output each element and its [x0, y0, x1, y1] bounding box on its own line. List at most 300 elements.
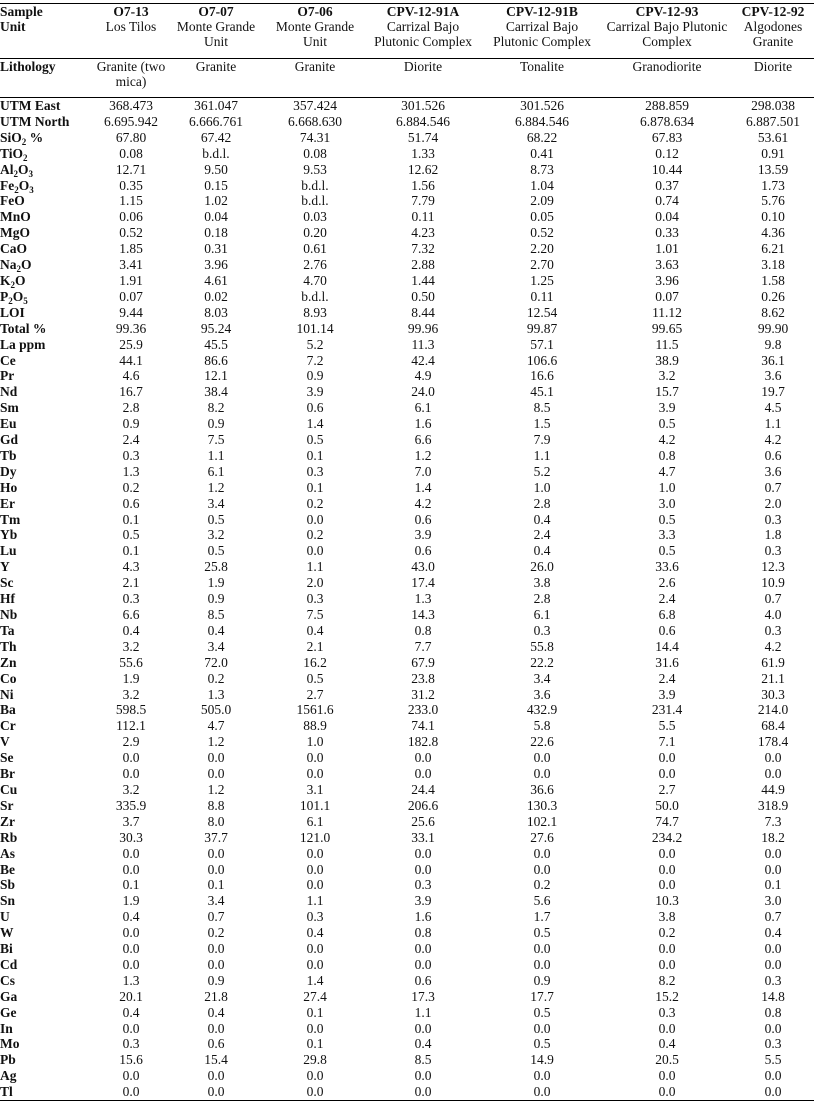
table-cell: 0.2 — [207, 925, 225, 941]
label-text: Be — [0, 861, 15, 877]
table-cell: 0.8 — [764, 1004, 782, 1020]
label-text: Ho — [0, 479, 18, 495]
table-cell: 0.06 — [119, 209, 143, 225]
table-cell: 0.3 — [658, 1004, 676, 1020]
row-label — [0, 1052, 96, 1068]
table-cell: 1.2 — [414, 447, 432, 463]
row-label — [0, 496, 96, 512]
row-label — [0, 607, 96, 623]
table-cell: 8.5 — [414, 1052, 432, 1068]
table-cell: 6.884.546 — [396, 113, 450, 129]
table-row — [0, 193, 814, 209]
table-cell: 7.5 — [306, 607, 324, 622]
table-cell: 33.6 — [655, 559, 679, 575]
table-cell: 14.3 — [411, 607, 435, 622]
sample-header-5 — [482, 4, 602, 59]
table-cell: 44.9 — [761, 781, 785, 797]
table-cell: 1.2 — [207, 781, 225, 797]
label-text: Cd — [0, 956, 18, 972]
label-text: Sm — [0, 400, 19, 416]
label-subscript: 2 — [21, 136, 27, 147]
table-row — [0, 178, 814, 194]
table-cell: 3.4 — [207, 495, 225, 511]
table-cell: 130.3 — [526, 797, 558, 813]
table-cell: 0.0 — [658, 941, 676, 957]
table-cell: 0.37 — [655, 177, 679, 193]
table-cell: 67.9 — [411, 654, 435, 670]
table-cell: 4.2 — [764, 638, 782, 654]
table-row — [0, 846, 814, 862]
table-cell: 3.6 — [764, 463, 782, 479]
label-text: Nd — [0, 384, 18, 400]
label-text: FeO — [0, 193, 25, 209]
label-text: Sr — [0, 797, 14, 813]
table-cell: 99.90 — [757, 320, 789, 336]
table-cell: 7.1 — [658, 734, 676, 750]
label-text: Bi — [0, 941, 13, 957]
table-cell: 0.5 — [533, 925, 551, 941]
table-cell: 0.2 — [207, 670, 225, 686]
table-cell: 361.047 — [166, 98, 266, 114]
table-cell: 2.1 — [122, 575, 140, 591]
row-label — [0, 1036, 96, 1052]
table-row — [0, 1084, 814, 1100]
table-cell: 38.4 — [204, 384, 228, 400]
table-cell: 51.74 — [407, 129, 439, 145]
table-cell: 0.7 — [207, 909, 225, 925]
table-cell: 67.80 — [115, 129, 147, 145]
table-cell: 7.2 — [306, 352, 324, 368]
table-cell: 0.3 — [764, 511, 782, 527]
table-cell: 1.5 — [533, 416, 551, 432]
table-cell: 0.0 — [764, 861, 782, 877]
table-row — [0, 289, 814, 305]
table-cell: 0.0 — [482, 1084, 602, 1100]
table-cell: 0.1 — [122, 877, 140, 893]
sample-unit: Algodones Granite — [743, 19, 803, 49]
table-cell: 4.70 — [303, 272, 327, 288]
label-text: Y — [0, 559, 10, 575]
table-cell: 0.0 — [122, 956, 140, 972]
label-text: Th — [0, 638, 17, 654]
table-cell: 0.20 — [303, 225, 327, 241]
table-cell: 318.9 — [757, 797, 789, 813]
table-cell: 9.44 — [119, 304, 143, 320]
table-cell: 0.0 — [306, 941, 324, 957]
table-cell: 3.9 — [658, 686, 676, 702]
table-cell: 2.4 — [533, 527, 551, 543]
label-text: Gd — [0, 432, 19, 448]
row-label — [0, 877, 96, 893]
table-cell: 0.0 — [207, 750, 225, 766]
table-cell: 4.6 — [122, 368, 140, 384]
table-cell: 8.73 — [530, 161, 554, 177]
row-label — [0, 527, 96, 543]
table-cell: 0.0 — [207, 845, 225, 861]
table-cell: 0.4 — [306, 622, 324, 638]
table-row — [0, 353, 814, 369]
table-cell: 1.3 — [122, 463, 140, 479]
table-row — [0, 925, 814, 941]
row-label — [0, 909, 96, 925]
table-row — [0, 655, 814, 671]
table-cell: 27.4 — [303, 988, 327, 1004]
table-cell: 9.8 — [764, 336, 782, 352]
table-cell: 0.0 — [122, 941, 140, 957]
table-cell: 0.6 — [122, 495, 140, 511]
row-label — [0, 321, 96, 337]
table-cell: 0.0 — [207, 1020, 225, 1036]
table-cell: 2.20 — [530, 241, 554, 257]
table-cell: 0.4 — [306, 925, 324, 941]
table-cell: 13.59 — [757, 161, 789, 177]
table-cell: 57.1 — [530, 336, 554, 352]
label-text: Ni — [0, 686, 14, 702]
table-cell: 0.07 — [119, 288, 143, 304]
table-cell: 30.3 — [119, 829, 143, 845]
label-text: Hf — [0, 591, 15, 607]
row-label — [0, 766, 96, 782]
table-cell: 3.4 — [207, 893, 225, 909]
label-text: O — [12, 288, 24, 304]
row-label — [0, 957, 96, 973]
table-cell: 26.0 — [530, 559, 554, 575]
table-cell: 6.1 — [207, 463, 225, 479]
sample-lithology: Diorite — [364, 59, 482, 98]
table-row — [0, 687, 814, 703]
table-cell: 301.526 — [364, 98, 482, 114]
label-text: Cs — [0, 972, 16, 988]
table-cell: 2.0 — [306, 575, 324, 591]
table-cell: 1.6 — [414, 909, 432, 925]
table-cell: 0.5 — [122, 527, 140, 543]
table-cell: 20.1 — [119, 988, 143, 1004]
row-label — [0, 559, 96, 575]
table-cell: 0.0 — [122, 861, 140, 877]
table-header — [0, 4, 814, 98]
table-cell: 0.0 — [658, 750, 676, 766]
table-cell: 0.0 — [533, 956, 551, 972]
row-label — [0, 368, 96, 384]
table-cell: 1.02 — [204, 193, 228, 209]
table-cell: 2.4 — [658, 591, 676, 607]
row-label — [0, 639, 96, 655]
sample-label: Sample — [0, 4, 43, 19]
label-text: Ge — [0, 1004, 17, 1020]
table-cell: 86.6 — [204, 352, 228, 368]
table-cell: 0.52 — [119, 225, 143, 241]
table-cell: 0.0 — [306, 750, 324, 766]
table-cell: 2.8 — [533, 495, 551, 511]
row-label — [0, 1005, 96, 1021]
table-cell: 0.0 — [414, 845, 432, 861]
table-cell: 7.0 — [414, 463, 432, 479]
label-text: Eu — [0, 416, 17, 432]
table-cell: 14.8 — [761, 988, 785, 1004]
label-text: Zr — [0, 813, 15, 829]
table-cell: 2.1 — [306, 638, 324, 654]
table-cell: 112.1 — [116, 718, 146, 734]
table-cell: 6.887.501 — [746, 113, 800, 129]
table-cell: 0.0 — [533, 941, 551, 957]
table-cell: 0.15 — [204, 177, 228, 193]
table-cell: 0.4 — [207, 1004, 225, 1020]
table-cell: 12.71 — [115, 161, 147, 177]
label-text: Ce — [0, 352, 16, 368]
table-row — [0, 146, 814, 162]
table-cell: 5.2 — [533, 463, 551, 479]
table-cell: 10.9 — [761, 575, 785, 591]
row-label — [0, 384, 96, 400]
table-cell: 6.1 — [533, 607, 551, 622]
table-cell: 0.1 — [306, 1036, 324, 1052]
table-cell: 8.93 — [303, 304, 327, 320]
table-cell: 8.44 — [411, 304, 435, 320]
sample-code: O7-07 — [198, 4, 234, 19]
table-cell: 0.3 — [122, 447, 140, 463]
table-cell: 12.62 — [407, 161, 439, 177]
table-cell: 288.859 — [602, 98, 732, 114]
table-cell: 0.0 — [306, 861, 324, 877]
sample-header-4 — [364, 4, 482, 59]
label-text: P — [0, 288, 9, 304]
table-cell: 357.424 — [266, 98, 364, 114]
table-cell: 6.21 — [761, 241, 785, 257]
row-label — [0, 687, 96, 703]
label-text: % — [26, 129, 44, 145]
table-cell: 1.3 — [207, 686, 225, 702]
table-cell: 2.8 — [533, 591, 551, 607]
sample-header-1 — [96, 4, 166, 59]
table-row — [0, 973, 814, 989]
table-cell: 8.2 — [658, 972, 676, 988]
table-cell: 0.31 — [204, 241, 228, 257]
row-label — [0, 671, 96, 687]
table-cell: 0.0 — [414, 1020, 432, 1036]
table-row — [0, 734, 814, 750]
row-label — [0, 989, 96, 1005]
table-cell: b.d.l. — [301, 288, 329, 304]
table-body — [0, 98, 814, 1101]
table-row — [0, 559, 814, 575]
table-cell: 2.8 — [122, 400, 140, 416]
table-cell: 0.0 — [122, 925, 140, 941]
table-cell: 101.14 — [296, 320, 334, 336]
table-cell: 0.6 — [764, 447, 782, 463]
table-row — [0, 162, 814, 178]
row-label — [0, 623, 96, 639]
row-label — [0, 591, 96, 607]
row-label — [0, 353, 96, 369]
table-row — [0, 957, 814, 973]
table-row — [0, 416, 814, 432]
label-subscript: 2 — [10, 279, 16, 290]
table-cell: 0.0 — [414, 1068, 432, 1084]
table-cell: 0.9 — [207, 972, 225, 988]
label-text: Zn — [0, 654, 17, 670]
table-cell: 6.1 — [414, 400, 432, 416]
table-cell: 0.9 — [207, 416, 225, 432]
table-cell: 3.2 — [658, 368, 676, 384]
table-cell: 4.0 — [764, 607, 782, 622]
table-cell: 3.63 — [655, 257, 679, 273]
table-row — [0, 575, 814, 591]
table-row — [0, 702, 814, 718]
table-cell: 1.04 — [530, 177, 554, 193]
label-text: Br — [0, 766, 15, 782]
table-cell: 0.04 — [655, 209, 679, 225]
table-cell: 0.2 — [122, 479, 140, 495]
label-text: Total % — [0, 320, 47, 336]
table-cell: 2.9 — [122, 734, 140, 750]
row-label — [0, 225, 96, 241]
table-cell: 8.8 — [207, 797, 225, 813]
table-cell: 1.44 — [411, 272, 435, 288]
label-text: Nb — [0, 607, 18, 622]
row-label — [0, 178, 96, 194]
table-cell: 3.9 — [414, 527, 432, 543]
label-text: Rb — [0, 829, 18, 845]
table-cell: 0.08 — [303, 145, 327, 161]
table-cell: b.d.l. — [301, 177, 329, 193]
table-cell: 3.4 — [533, 670, 551, 686]
table-cell: 50.0 — [655, 797, 679, 813]
table-cell: 8.2 — [207, 400, 225, 416]
label-text: K — [0, 272, 11, 288]
label-text: Tm — [0, 511, 21, 527]
table-cell: 72.0 — [204, 654, 228, 670]
table-cell: 0.1 — [306, 447, 324, 463]
table-cell: 1.1 — [414, 1004, 432, 1020]
row-label — [0, 862, 96, 878]
table-cell: 0.4 — [414, 1036, 432, 1052]
table-cell: 10.44 — [651, 161, 683, 177]
table-cell: 0.5 — [658, 543, 676, 559]
table-cell: 0.8 — [414, 925, 432, 941]
table-row — [0, 241, 814, 257]
sample-lithology: Diorite — [732, 59, 814, 98]
table-cell: 5.6 — [533, 893, 551, 909]
label-text: Mo — [0, 1036, 20, 1052]
table-cell: 1.25 — [530, 272, 554, 288]
row-label — [0, 702, 96, 718]
table-row — [0, 400, 814, 416]
table-cell: 31.6 — [655, 654, 679, 670]
table-cell: 5.76 — [761, 193, 785, 209]
table-cell: 0.3 — [533, 622, 551, 638]
table-cell: 0.0 — [207, 1068, 225, 1084]
table-cell: 15.7 — [655, 384, 679, 400]
table-row — [0, 1068, 814, 1084]
table-cell: 0.1 — [122, 543, 140, 559]
table-cell: 67.83 — [651, 129, 683, 145]
table-cell: 7.3 — [764, 813, 782, 829]
row-label — [0, 305, 96, 321]
table-row — [0, 496, 814, 512]
row-label — [0, 1021, 96, 1037]
table-cell: 36.6 — [530, 781, 554, 797]
table-cell: 0.33 — [655, 225, 679, 241]
table-row — [0, 639, 814, 655]
table-cell: 0.0 — [764, 941, 782, 957]
label-text: As — [0, 845, 16, 861]
table-cell: 0.0 — [306, 956, 324, 972]
table-cell: 99.36 — [115, 320, 147, 336]
table-cell: 0.5 — [533, 1036, 551, 1052]
label-text: Sc — [0, 575, 14, 591]
table-cell: 1.33 — [411, 145, 435, 161]
table-cell: 0.4 — [658, 1036, 676, 1052]
label-subscript: 2 — [16, 264, 21, 275]
table-cell: 0.3 — [122, 591, 140, 607]
table-cell: 4.61 — [204, 272, 228, 288]
row-label — [0, 209, 96, 225]
table-cell: 0.3 — [306, 909, 324, 925]
table-cell: 3.18 — [761, 257, 785, 273]
table-cell: 6.878.634 — [640, 113, 694, 129]
table-cell: 598.5 — [115, 702, 147, 718]
table-cell: 3.2 — [122, 781, 140, 797]
table-cell: 182.8 — [407, 734, 439, 750]
table-cell: 0.4 — [533, 511, 551, 527]
table-row — [0, 273, 814, 289]
table-cell: 0.5 — [306, 432, 324, 448]
table-cell: 99.96 — [407, 320, 439, 336]
table-cell: 6.6 — [122, 607, 140, 622]
row-label — [0, 543, 96, 559]
table-row — [0, 384, 814, 400]
table-cell: 4.9 — [414, 368, 432, 384]
table-cell: 0.0 — [122, 750, 140, 766]
row-label — [0, 400, 96, 416]
table-cell: 0.9 — [122, 416, 140, 432]
table-cell: 3.6 — [764, 368, 782, 384]
table-cell: 99.87 — [526, 320, 558, 336]
table-cell: 3.96 — [204, 257, 228, 273]
table-cell: 0.2 — [306, 495, 324, 511]
table-cell: 1.0 — [533, 479, 551, 495]
table-cell: 21.8 — [204, 988, 228, 1004]
table-cell: 2.4 — [658, 670, 676, 686]
table-row — [0, 448, 814, 464]
table-cell: 0.50 — [411, 288, 435, 304]
table-cell: 1.9 — [207, 575, 225, 591]
table-cell: 8.62 — [761, 304, 785, 320]
label-text: Fe — [0, 177, 15, 193]
table-cell: 0.0 — [533, 845, 551, 861]
table-cell: 0.0 — [306, 766, 324, 782]
label-text: Ga — [0, 988, 18, 1004]
table-cell: 0.3 — [764, 543, 782, 559]
table-cell: 0.0 — [658, 861, 676, 877]
table-cell: 4.23 — [411, 225, 435, 241]
label-text: Sb — [0, 877, 16, 893]
table-cell: 3.0 — [658, 495, 676, 511]
label-subscript: 2 — [23, 152, 28, 163]
table-cell: 8.0 — [207, 813, 225, 829]
table-cell: 102.1 — [526, 813, 558, 829]
label-text: Tl — [0, 1084, 13, 1100]
table-cell: 0.0 — [658, 845, 676, 861]
label-text: UTM East — [0, 98, 61, 113]
table-cell: 12.54 — [526, 304, 558, 320]
table-cell: 74.1 — [411, 718, 435, 734]
row-label — [0, 830, 96, 846]
row-label — [0, 241, 96, 257]
table-cell: 29.8 — [303, 1052, 327, 1068]
table-cell: 7.32 — [411, 241, 435, 257]
table-cell: 0.0 — [764, 766, 782, 782]
